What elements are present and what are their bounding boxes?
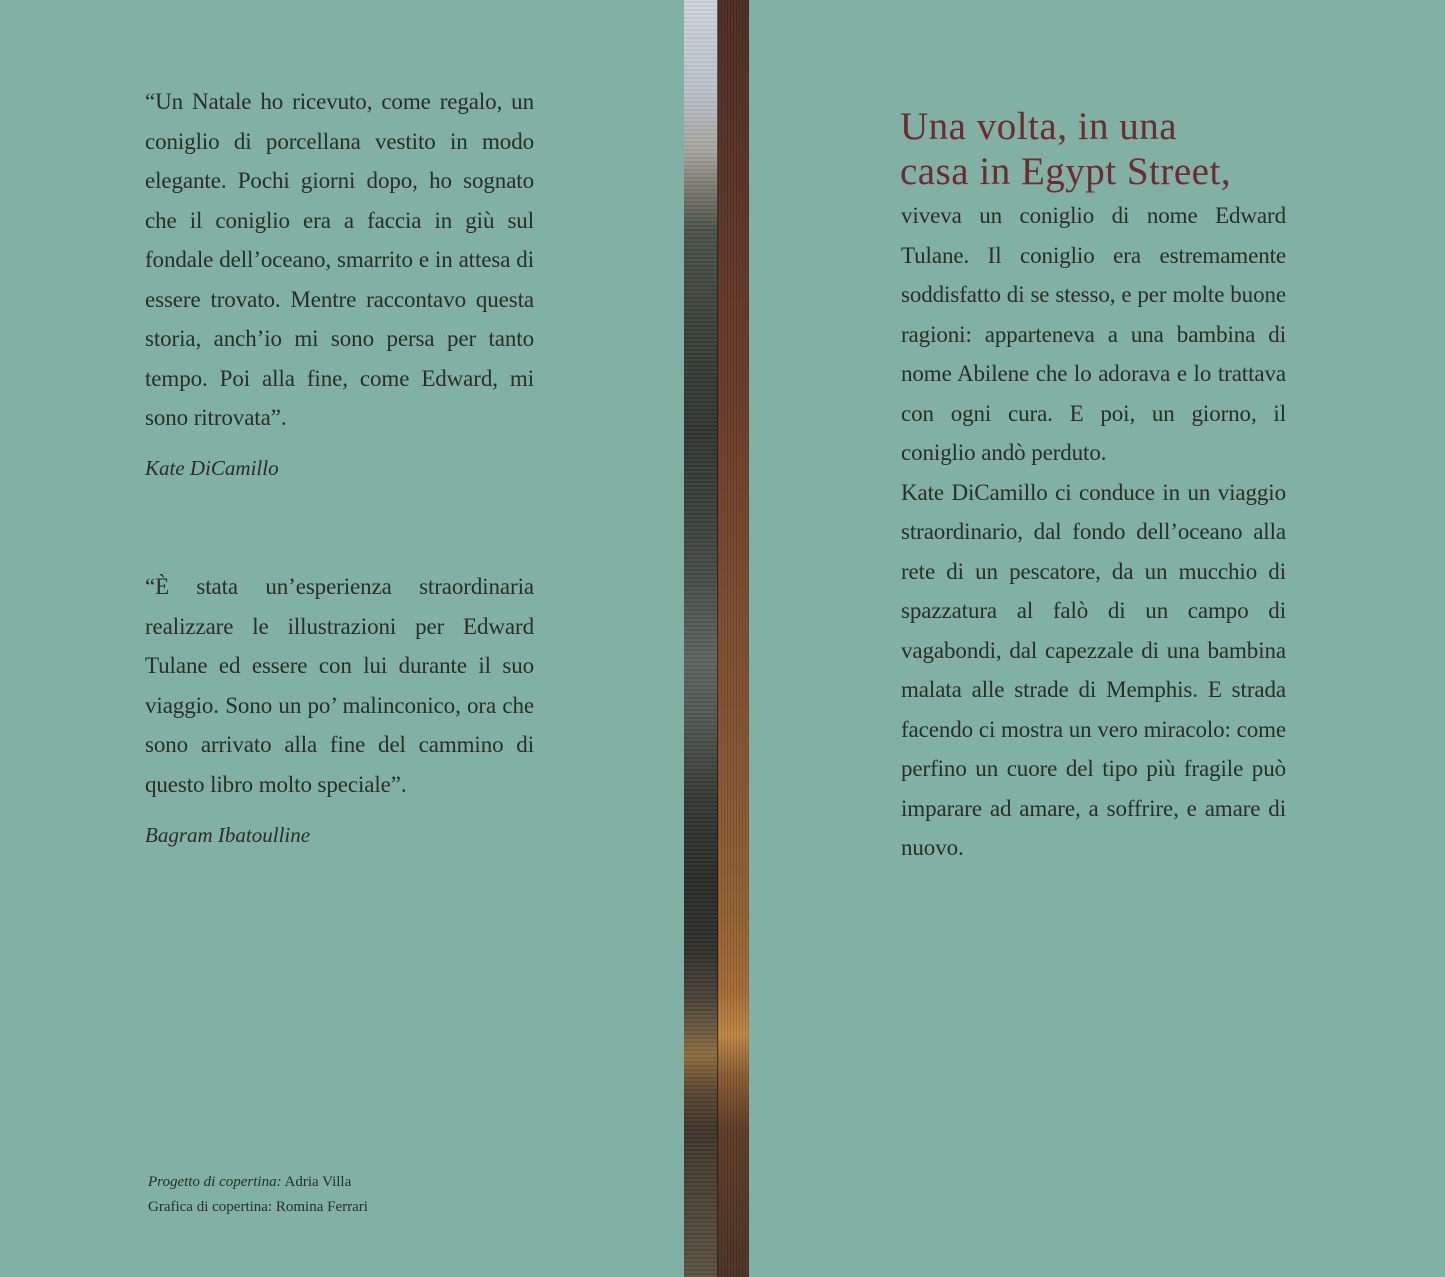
description-paragraph-2: Kate DiCamillo ci conduce in un viaggio straordinario, dal fondo dell’oceano alla rete di un pescatore, da un mucchio di spazzatura al falò di un campo di vagabondi, dal capezzale di una bambina malata alle strade di Memphis. E strada facendo ci mostra un vero miracolo: come perfino un cuore del tipo più fragile può imparare ad amare, a soffrire, e amare di nuovo. — [901, 479, 1286, 860]
headline-line-2: casa in Egypt Street, — [900, 150, 1232, 193]
flap-headline — [900, 104, 1300, 194]
author-quote: “Un Natale ho ricevuto, come regalo, un coniglio di porcellana vestito in modo elegante. Pochi giorni dopo, ho sognato che il coniglio era a faccia in giù sul fondale dell’oceano, smarrito e in attesa di essere trovato. Mentre raccontavo questa storia, anch’io mi sono persa per tanto tempo. Poi alla fine, come Edward, mi sono ritrovata”. — [145, 89, 534, 430]
back-cover-panel — [0, 0, 684, 1277]
headline-line-1: Una volta, in una — [900, 105, 1178, 148]
quote-author: Kate DiCamillo — [145, 456, 279, 480]
credit-line-design — [148, 1170, 368, 1195]
credit-line-graphics: Grafica di copertina: Romina Ferrari — [148, 1199, 368, 1215]
cover-credits — [148, 1170, 368, 1220]
description-paragraph-1: viveva un coniglio di nome Edward Tulane. Il coniglio era estremamente soddisfatto di se stesso, e per molte buone ragioni: apparteneva a una bambina di nome Abilene che lo adorava e lo trattava con ogni cura. E poi, un giorno, il coniglio andò perduto. — [901, 203, 1286, 465]
quote-illustrator: Bagram Ibatoulline — [145, 823, 311, 847]
book-spine — [684, 0, 749, 1277]
flap-description — [901, 196, 1286, 868]
spine-color-band — [718, 0, 749, 1277]
illustrator-quote: “È stata un’esperienza straordinaria realizzare le illustrazioni per Edward Tulane ed essere con lui durante il suo viaggio. Sono un po’ malinconico, ora che sono arrivato alla fine del cammino di questo libro molto speciale”. — [145, 574, 534, 797]
credit-role: Progetto di copertina: — [148, 1174, 282, 1190]
spine-photo-strip — [684, 0, 718, 1277]
credit-name: Adria Villa — [284, 1174, 352, 1190]
